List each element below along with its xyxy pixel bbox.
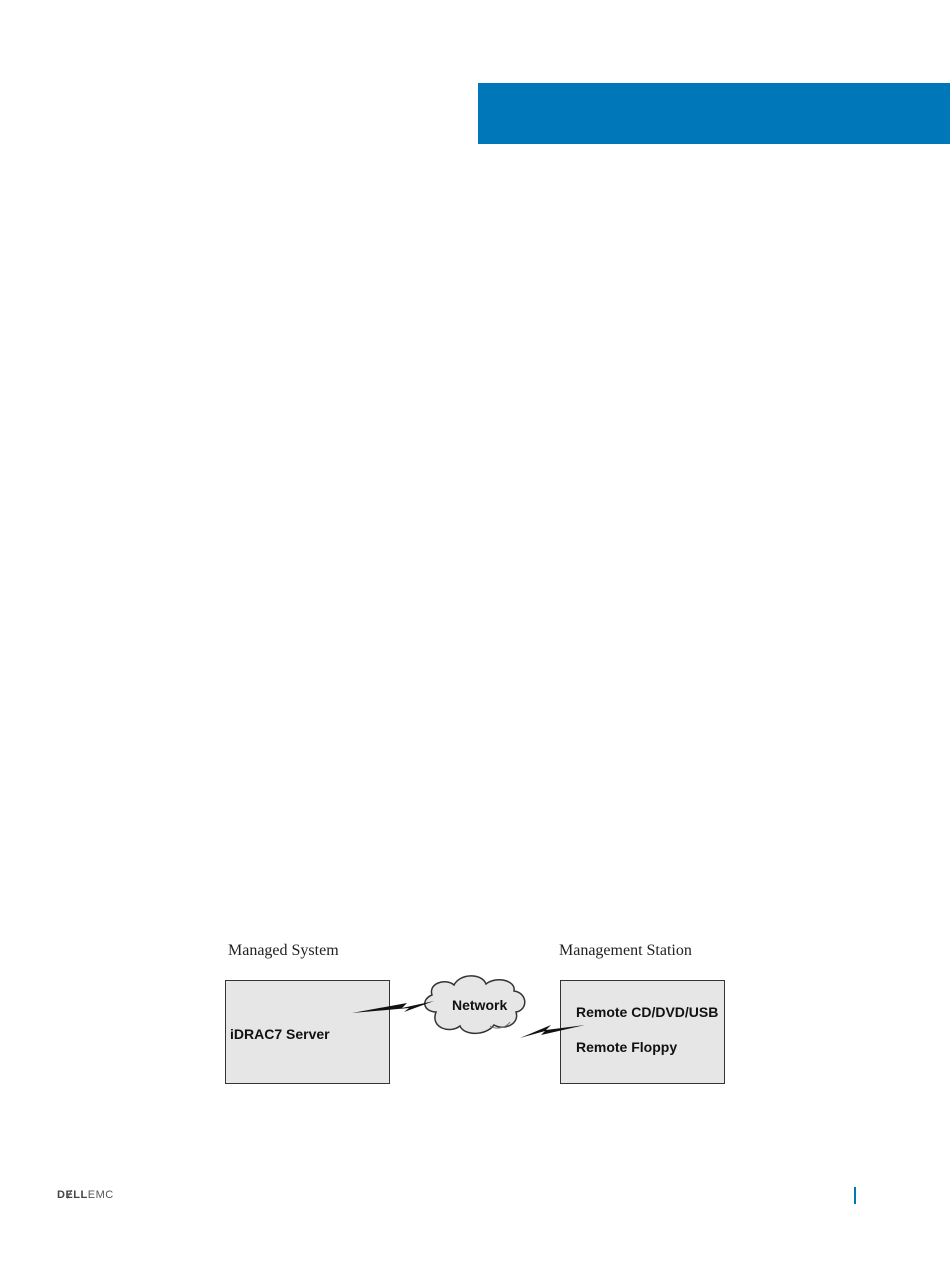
remote-floppy-label: Remote Floppy [576, 1039, 678, 1055]
lightning-right-icon [520, 1025, 585, 1038]
network-label: Network [452, 997, 508, 1013]
dell-emc-logo [57, 1189, 114, 1201]
logo-dell: DɆLL [57, 1189, 88, 1201]
chapter-title-band [478, 83, 950, 144]
remote-media-label: Remote CD/DVD/USB [576, 1004, 719, 1020]
page-number-rule [854, 1187, 856, 1204]
lightning-left-icon [352, 1001, 434, 1013]
server-label: iDRAC7 Server [230, 1026, 330, 1042]
management-station-caption: Management Station [559, 942, 692, 959]
managed-system-caption: Managed System [228, 942, 339, 959]
virtual-media-diagram [220, 938, 730, 1088]
logo-emc: EMC [87, 1189, 114, 1201]
